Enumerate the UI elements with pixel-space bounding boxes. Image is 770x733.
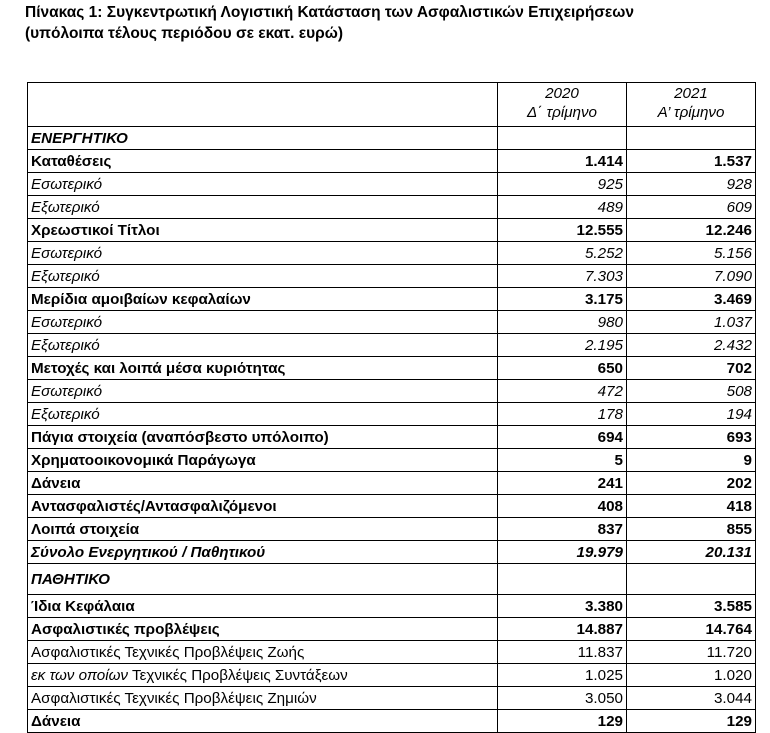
row-label-provlepseis-zimion: Ασφαλιστικές Τεχνικές Προβλέψεις Ζημιών bbox=[28, 687, 498, 710]
cell-2020-loipa: 837 bbox=[498, 518, 627, 541]
cell-2020-energitiko bbox=[498, 127, 627, 150]
cell-2020-metoxes: 650 bbox=[498, 357, 627, 380]
cell-2021-katatheseis: 1.537 bbox=[627, 150, 756, 173]
cell-2020-metoxes-esoteriko: 472 bbox=[498, 380, 627, 403]
table-row-titloi-exoteriko bbox=[28, 265, 756, 288]
cell-2021-pathitiko bbox=[627, 564, 756, 595]
row-label-metoxes-exoteriko: Εξωτερικό bbox=[28, 403, 498, 426]
table-row-pagia bbox=[28, 426, 756, 449]
cell-2020-daneia-path: 129 bbox=[498, 710, 627, 733]
cell-2021-katatheseis-exoteriko: 609 bbox=[627, 196, 756, 219]
cell-2020-daneia-energ: 241 bbox=[498, 472, 627, 495]
row-label-meridia-exoteriko: Εξωτερικό bbox=[28, 334, 498, 357]
table-row-daneia-path bbox=[28, 710, 756, 733]
cell-2021-xreostikoi-titloi: 12.246 bbox=[627, 219, 756, 242]
cell-2021-daneia-path: 129 bbox=[627, 710, 756, 733]
cell-2020-xreostikoi-titloi: 12.555 bbox=[498, 219, 627, 242]
cell-2020-provlepseis-zois: 11.837 bbox=[498, 641, 627, 664]
header-2020-quarter: Δ΄ τρίμηνο bbox=[526, 104, 597, 121]
cell-2021-idia-kefalaia: 3.585 bbox=[627, 595, 756, 618]
row-label-pathitiko: ΠΑΘΗΤΙΚΟ bbox=[28, 564, 498, 595]
cell-2020-synolo: 19.979 bbox=[498, 541, 627, 564]
row-label-text-provlepseis-syntaxeon: Τεχνικές Προβλέψεις Συντάξεων bbox=[128, 666, 348, 684]
row-label-energitiko: ΕΝΕΡΓΗΤΙΚΟ bbox=[28, 127, 498, 150]
cell-2021-provlepseis-zois: 11.720 bbox=[627, 641, 756, 664]
row-label-pagia: Πάγια στοιχεία (αναπόσβεστο υπόλοιπο) bbox=[28, 426, 498, 449]
table-row-titloi-esoteriko bbox=[28, 242, 756, 265]
table-row-metoxes bbox=[28, 357, 756, 380]
table-row-metoxes-exoteriko bbox=[28, 403, 756, 426]
row-label-titloi-esoteriko: Εσωτερικό bbox=[28, 242, 498, 265]
row-label-paragoga: Χρηματοοικονομικά Παράγωγα bbox=[28, 449, 498, 472]
cell-2020-katatheseis-exoteriko: 489 bbox=[498, 196, 627, 219]
header-2020 bbox=[498, 83, 627, 127]
cell-2021-energitiko bbox=[627, 127, 756, 150]
row-label-meridia: Μερίδια αμοιβαίων κεφαλαίων bbox=[28, 288, 498, 311]
row-label-antasfalistes: Αντασφαλιστές/Αντασφαλιζόμενοι bbox=[28, 495, 498, 518]
row-label-metoxes-esoteriko: Εσωτερικό bbox=[28, 380, 498, 403]
table-row-meridia bbox=[28, 288, 756, 311]
cell-2020-provlepseis-zimion: 3.050 bbox=[498, 687, 627, 710]
header-2020-year: 2020 bbox=[545, 85, 579, 102]
row-label-xreostikoi-titloi: Χρεωστικοί Τίτλοι bbox=[28, 219, 498, 242]
cell-2021-paragoga: 9 bbox=[627, 449, 756, 472]
row-label-metoxes: Μετοχές και λοιπά μέσα κυριότητας bbox=[28, 357, 498, 380]
table-row-katatheseis-esoteriko bbox=[28, 173, 756, 196]
row-label-katatheseis: Καταθέσεις bbox=[28, 150, 498, 173]
cell-2020-antasfalistes: 408 bbox=[498, 495, 627, 518]
balance-sheet-body bbox=[28, 83, 756, 733]
row-label-provlepseis-zois: Ασφαλιστικές Τεχνικές Προβλέψεις Ζωής bbox=[28, 641, 498, 664]
cell-2021-metoxes: 702 bbox=[627, 357, 756, 380]
table-row-metoxes-esoteriko bbox=[28, 380, 756, 403]
cell-2021-daneia-energ: 202 bbox=[627, 472, 756, 495]
header-blank-cell bbox=[28, 83, 498, 127]
cell-2020-asfalistikes-provlepseis: 14.887 bbox=[498, 618, 627, 641]
row-label-katatheseis-exoteriko: Εξωτερικό bbox=[28, 196, 498, 219]
cell-2021-metoxes-esoteriko: 508 bbox=[627, 380, 756, 403]
cell-2020-provlepseis-syntaxeon: 1.025 bbox=[498, 664, 627, 687]
row-label-daneia-path: Δάνεια bbox=[28, 710, 498, 733]
header-2021-quarter: Α’ τρίμηνο bbox=[657, 104, 725, 121]
table-row-synolo bbox=[28, 541, 756, 564]
cell-2020-titloi-exoteriko: 7.303 bbox=[498, 265, 627, 288]
cell-2020-titloi-esoteriko: 5.252 bbox=[498, 242, 627, 265]
table-row-provlepseis-syntaxeon bbox=[28, 664, 756, 687]
cell-2020-meridia-esoteriko: 980 bbox=[498, 311, 627, 334]
table-row-asfalistikes-provlepseis bbox=[28, 618, 756, 641]
cell-2021-katatheseis-esoteriko: 928 bbox=[627, 173, 756, 196]
table-row-meridia-esoteriko bbox=[28, 311, 756, 334]
table-row-loipa bbox=[28, 518, 756, 541]
table-row-pathitiko bbox=[28, 564, 756, 595]
table-row-meridia-exoteriko bbox=[28, 334, 756, 357]
cell-2020-katatheseis: 1.414 bbox=[498, 150, 627, 173]
header-row bbox=[28, 83, 756, 127]
cell-2021-metoxes-exoteriko: 194 bbox=[627, 403, 756, 426]
cell-2021-meridia: 3.469 bbox=[627, 288, 756, 311]
table-row-katatheseis-exoteriko bbox=[28, 196, 756, 219]
cell-2020-meridia: 3.175 bbox=[498, 288, 627, 311]
cell-2020-pathitiko bbox=[498, 564, 627, 595]
cell-2021-synolo: 20.131 bbox=[627, 541, 756, 564]
cell-2020-idia-kefalaia: 3.380 bbox=[498, 595, 627, 618]
table-title-line-2: (υπόλοιπα τέλους περιόδου σε εκατ. ευρώ) bbox=[25, 25, 344, 42]
balance-sheet-table bbox=[27, 82, 756, 733]
cell-2021-provlepseis-syntaxeon: 1.020 bbox=[627, 664, 756, 687]
row-label-asfalistikes-provlepseis: Ασφαλιστικές προβλέψεις bbox=[28, 618, 498, 641]
cell-2021-meridia-exoteriko: 2.432 bbox=[627, 334, 756, 357]
cell-2021-provlepseis-zimion: 3.044 bbox=[627, 687, 756, 710]
header-2021 bbox=[627, 83, 756, 127]
row-label-daneia-energ: Δάνεια bbox=[28, 472, 498, 495]
cell-2020-pagia: 694 bbox=[498, 426, 627, 449]
table-title bbox=[25, 2, 634, 44]
row-label-prefix-provlepseis-syntaxeon: εκ των οποίων bbox=[31, 666, 129, 684]
cell-2021-meridia-esoteriko: 1.037 bbox=[627, 311, 756, 334]
row-label-provlepseis-syntaxeon bbox=[28, 664, 498, 687]
table-row-katatheseis bbox=[28, 150, 756, 173]
cell-2021-pagia: 693 bbox=[627, 426, 756, 449]
table-row-idia-kefalaia bbox=[28, 595, 756, 618]
table-row-daneia-energ bbox=[28, 472, 756, 495]
table-row-xreostikoi-titloi bbox=[28, 219, 756, 242]
row-label-titloi-exoteriko: Εξωτερικό bbox=[28, 265, 498, 288]
row-label-loipa: Λοιπά στοιχεία bbox=[28, 518, 498, 541]
cell-2021-titloi-exoteriko: 7.090 bbox=[627, 265, 756, 288]
cell-2020-katatheseis-esoteriko: 925 bbox=[498, 173, 627, 196]
header-2021-year: 2021 bbox=[674, 85, 708, 102]
table-row-antasfalistes bbox=[28, 495, 756, 518]
cell-2021-titloi-esoteriko: 5.156 bbox=[627, 242, 756, 265]
table-row-provlepseis-zimion bbox=[28, 687, 756, 710]
cell-2021-asfalistikes-provlepseis: 14.764 bbox=[627, 618, 756, 641]
table-title-line-1: Πίνακας 1: Συγκεντρωτική Λογιστική Κατάσταση των Ασφαλιστικών Επιχειρήσεων bbox=[25, 4, 634, 21]
row-label-katatheseis-esoteriko: Εσωτερικό bbox=[28, 173, 498, 196]
table-row-energitiko bbox=[28, 127, 756, 150]
table-row-provlepseis-zois bbox=[28, 641, 756, 664]
table-row-paragoga bbox=[28, 449, 756, 472]
cell-2020-meridia-exoteriko: 2.195 bbox=[498, 334, 627, 357]
row-label-synolo: Σύνολο Ενεργητικού / Παθητικού bbox=[28, 541, 498, 564]
row-label-idia-kefalaia: Ίδια Κεφάλαια bbox=[28, 595, 498, 618]
cell-2020-paragoga: 5 bbox=[498, 449, 627, 472]
cell-2021-antasfalistes: 418 bbox=[627, 495, 756, 518]
row-label-meridia-esoteriko: Εσωτερικό bbox=[28, 311, 498, 334]
cell-2020-metoxes-exoteriko: 178 bbox=[498, 403, 627, 426]
cell-2021-loipa: 855 bbox=[627, 518, 756, 541]
